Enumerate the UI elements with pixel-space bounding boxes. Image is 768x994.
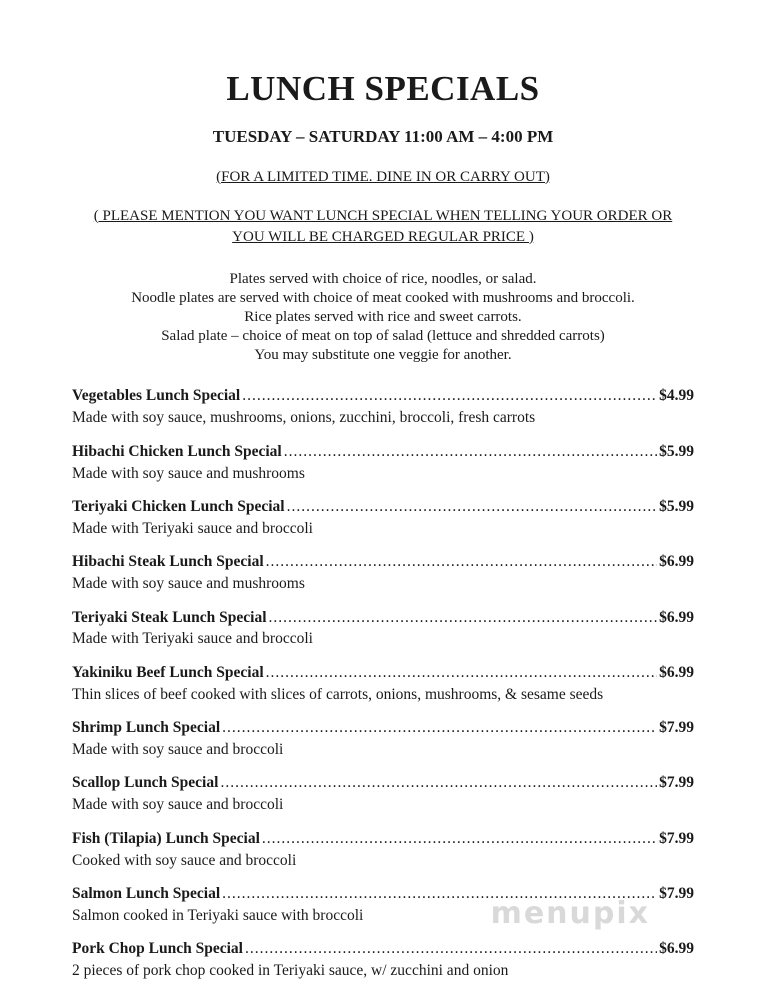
menu-item-title-row [72, 609, 694, 628]
menupix-watermark: menupix [490, 896, 650, 931]
menu-item-name: Teriyaki Steak Lunch Special [72, 608, 267, 626]
intro-line: Salad plate – choice of meat on top of salad (lettuce and shredded carrots) [161, 328, 605, 345]
menu-item-title-row [72, 498, 694, 517]
menu-item-name: Vegetables Lunch Special [72, 387, 241, 405]
hours-line: TUESDAY – SATURDAY 11:00 AM – 4:00 PM [212, 126, 554, 146]
limited-time-note: (FOR A LIMITED TIME. DINE IN OR CARRY OUT) [216, 168, 550, 185]
dotted-leader [266, 553, 657, 572]
page-title: LUNCH SPECIALS [226, 69, 540, 108]
dotted-leader [269, 609, 658, 628]
menu-item-description: Made with Teriyaki sauce and broccoli [72, 630, 313, 648]
menu-item [72, 553, 694, 593]
dotted-leader [287, 498, 658, 517]
menu-item-description: Made with Teriyaki sauce and broccoli [72, 519, 313, 537]
menu-item-price: $4.99 [659, 387, 694, 405]
menu-item-name: Hibachi Steak Lunch Special [72, 553, 264, 571]
menu-item-price: $6.99 [659, 608, 694, 626]
menu-item-price: $7.99 [659, 774, 694, 792]
menu-item-description: Made with soy sauce and broccoli [72, 741, 284, 759]
menu-item-price: $6.99 [659, 663, 694, 681]
menu-item [72, 443, 694, 483]
menu-item-price: $7.99 [659, 884, 694, 902]
menu-item-title-row [72, 664, 694, 683]
intro-line: Rice plates served with rice and sweet carrots. [244, 308, 522, 325]
menu-item-price: $5.99 [659, 498, 694, 515]
menu-item-title-row [72, 719, 694, 738]
intro-line: You may substitute one veggie for another. [254, 347, 512, 364]
menu-item [72, 664, 694, 704]
menu-content [72, 0, 694, 994]
menu-item-title-row [72, 774, 694, 793]
intro-line: Plates served with choice of rice, noodles, or salad. [229, 270, 537, 287]
menu-item-description: Made with soy sauce and mushrooms [72, 575, 305, 593]
menu-item [72, 719, 694, 759]
menu-item-price: $7.99 [659, 719, 694, 737]
menu-item-name: Teriyaki Chicken Lunch Special [72, 498, 285, 515]
menu-item-title-row [72, 830, 694, 849]
dotted-leader [242, 387, 657, 406]
menu-item-price: $6.99 [659, 940, 694, 958]
menu-item-list [72, 387, 694, 980]
menu-item-name: Salmon Lunch Special [72, 884, 221, 902]
menu-item-name: Yakiniku Beef Lunch Special [72, 663, 264, 681]
menu-item-description: Made with soy sauce and mushrooms [72, 464, 305, 482]
menu-item-name: Hibachi Chicken Lunch Special [72, 442, 282, 460]
dotted-leader [262, 830, 657, 849]
menu-item [72, 940, 694, 980]
menu-item-name: Scallop Lunch Special [72, 774, 219, 792]
menu-item-description: Salmon cooked in Teriyaki sauce with broccoli [72, 906, 364, 924]
menu-item-title-row [72, 940, 694, 959]
intro-paragraph [72, 270, 694, 366]
menu-item-price: $6.99 [659, 553, 694, 571]
menu-item-name: Shrimp Lunch Special [72, 719, 221, 737]
menu-item-name: Pork Chop Lunch Special [72, 940, 243, 958]
menu-item [72, 498, 694, 538]
dotted-leader [222, 719, 657, 738]
menu-item-price: $5.99 [659, 442, 694, 460]
dotted-leader [284, 443, 657, 462]
menu-item-description: Thin slices of beef cooked with slices of carrots, onions, mushrooms, & sesame seeds [72, 685, 604, 703]
dotted-leader [220, 774, 657, 793]
dotted-leader [245, 940, 657, 959]
menu-item-description: 2 pieces of pork chop cooked in Teriyaki sauce, w/ zucchini and onion [72, 962, 509, 980]
menu-item [72, 830, 694, 870]
menu-item-description: Made with soy sauce and broccoli [72, 796, 284, 814]
menu-item-name: Fish (Tilapia) Lunch Special [72, 829, 260, 847]
order-note: ( PLEASE MENTION YOU WANT LUNCH SPECIAL WHEN TELLING YOUR ORDER OR YOU WILL BE CHARGED REGULAR PRICE ) [93, 207, 673, 245]
menu-item-description: Cooked with soy sauce and broccoli [72, 851, 297, 869]
menu-item [72, 774, 694, 814]
menu-item-title-row [72, 553, 694, 572]
dotted-leader [266, 664, 657, 683]
menu-item-title-row [72, 387, 694, 406]
menu-item-description: Made with soy sauce, mushrooms, onions, zucchini, broccoli, fresh carrots [72, 409, 536, 427]
menu-item [72, 609, 694, 649]
menu-item-title-row [72, 443, 694, 462]
menu-item [72, 387, 694, 427]
menu-item-price: $7.99 [659, 829, 694, 847]
intro-line: Noodle plates are served with choice of meat cooked with mushrooms and broccoli. [131, 289, 635, 306]
